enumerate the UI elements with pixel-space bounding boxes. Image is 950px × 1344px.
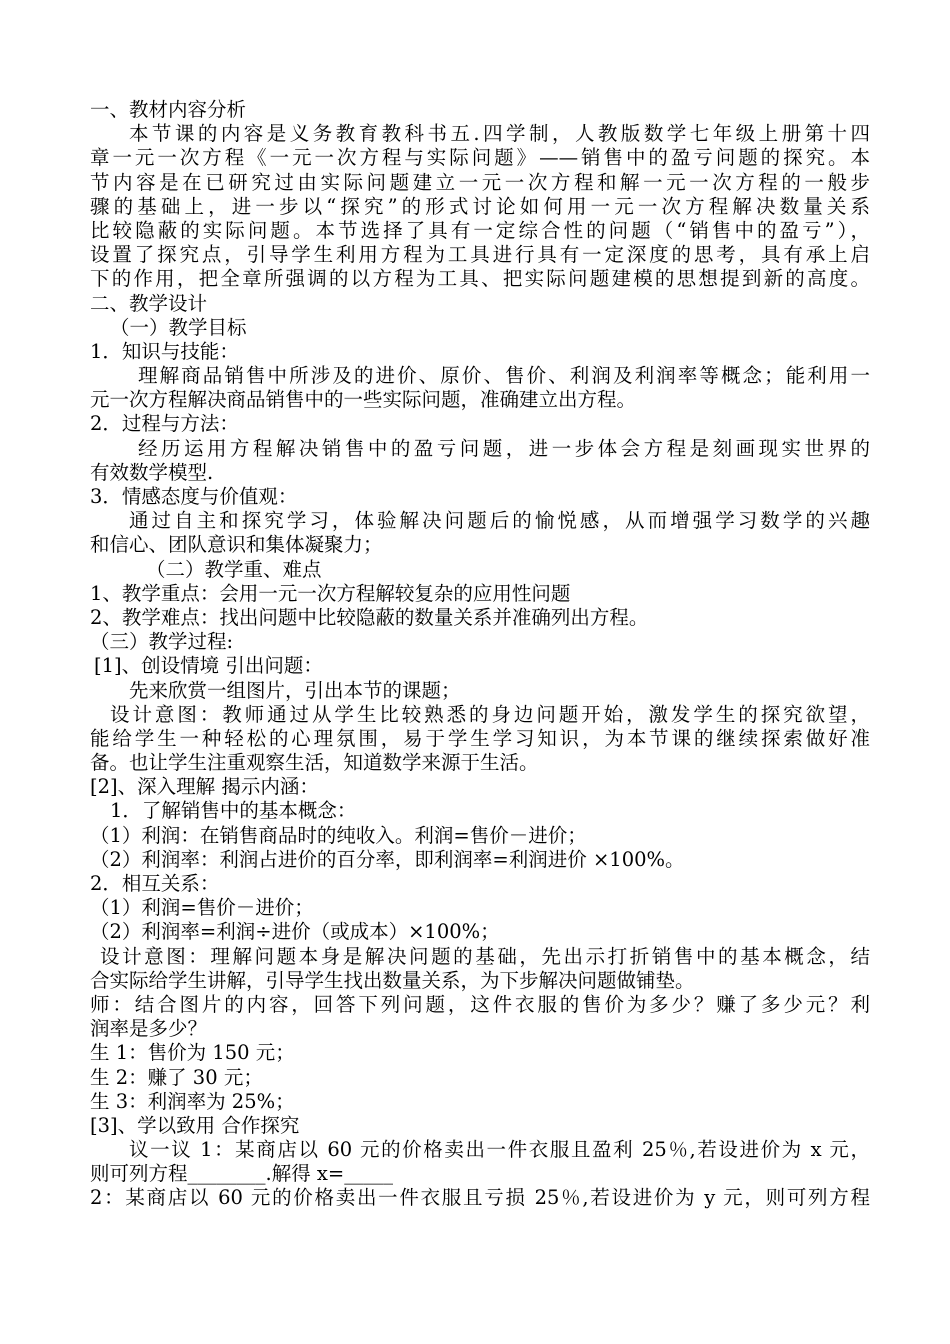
item-heading: 3．情感态度与价值观： — [90, 485, 298, 508]
step-heading: [3]、学以致用 合作探究 — [90, 1113, 300, 1137]
paragraph-line: 有效数学模型. — [90, 460, 214, 484]
paragraph-line: 比较隐蔽的实际问题。本节选择了具有一定综合性的问题（“销售中的盈亏”）， — [90, 218, 870, 242]
section-heading: 一、教材内容分析 — [90, 98, 247, 121]
item-heading: 1．了解销售中的基本概念： — [110, 799, 357, 823]
paragraph-line: 章一元一次方程《一元一次方程与实际问题》——销售中的盈亏问题的探究。本 — [90, 146, 870, 170]
paragraph-line: 师：结合图片的内容，回答下列问题，这件衣服的售价为多少？赚了多少元？利 — [90, 992, 870, 1016]
paragraph-line: 2：某商店以 60 元的价格卖出一件衣服且亏损 25％,若设进价为 y 元，则可列方程 — [90, 1186, 870, 1210]
paragraph-line: 1、教学重点：会用一元一次方程解较复杂的应用性问题 — [90, 581, 571, 605]
paragraph-line: 元一次方程解决商品销售中的一些实际问题，准确建立出方程。 — [90, 388, 637, 412]
paragraph-line: 下的作用，把全章所强调的以方程为工具、把实际问题建模的思想提到新的高度。 — [90, 267, 870, 291]
paragraph-line: 经历运用方程解决销售中的盈亏问题，进一步体会方程是刻画现实世界的 — [138, 436, 870, 460]
paragraph-line: （1）利润=售价－进价； — [90, 896, 314, 920]
item-heading: 2．过程与方法： — [90, 412, 239, 436]
paragraph-line: 生 2：赚了 30 元； — [90, 1065, 263, 1089]
subsection-heading: （三）教学过程: — [90, 630, 234, 654]
paragraph-line: 通过自主和探究学习，体验解决问题后的愉悦感，从而增强学习数学的兴趣 — [129, 509, 870, 533]
paragraph-line: 理解商品销售中所涉及的进价、原价、售价、利润及利润率等概念；能利用一 — [138, 364, 870, 388]
paragraph-line: 设计意图：教师通过从学生比较熟悉的身边问题开始，激发学生的探究欲望， — [110, 702, 870, 726]
paragraph-line: （2）利润率：利润占进价的百分率，即利润率=利润进价 ×100%。 — [90, 847, 685, 871]
paragraph-line: 和信心、团队意识和集体凝聚力； — [90, 533, 383, 557]
paragraph-line: 备。也让学生注重观察生活，知道数学来源于生活。 — [90, 751, 539, 775]
paragraph-line: （2）利润率=利润÷进价（或成本）×100%； — [90, 920, 500, 944]
paragraph-line: 设计意图：理解问题本身是解决问题的基础，先出示打折销售中的基本概念，结 — [100, 944, 870, 968]
document-page — [90, 98, 870, 1211]
item-heading: 2．相互关系： — [90, 872, 220, 895]
paragraph-line: 议一议 1：某商店以 60 元的价格卖出一件衣服且盈利 25％,若设进价为 x 元， — [129, 1138, 870, 1162]
paragraph-line: 则可列方程________.解得 x=_____ — [90, 1162, 393, 1186]
paragraph-line: 能给学生一种轻松的心理氛围，易于学生学习知识，为本节课的继续探索做好准 — [90, 726, 870, 750]
paragraph-line: 节内容是在已研究过由实际问题建立一元一次方程和解一元一次方程的一般步 — [90, 170, 870, 194]
paragraph-line: 生 3：利润率为 25%； — [90, 1089, 295, 1113]
paragraph-line: 合实际给学生讲解，引导学生找出数量关系，为下步解决问题做铺垫。 — [90, 968, 695, 992]
paragraph-line: 2、教学难点：找出问题中比较隐蔽的数量关系并准确列出方程。 — [90, 605, 649, 629]
paragraph-line: 生 1：售价为 150 元； — [90, 1041, 295, 1065]
subsection-heading: （二）教学重、难点 — [146, 557, 322, 581]
step-heading: [2]、深入理解 揭示内涵： — [90, 775, 319, 799]
paragraph-line: 本节课的内容是义务教育教科书五.四学制，人教版数学七年级上册第十四 — [129, 122, 870, 146]
step-heading: [1]、创设情境 引出问题： — [94, 654, 323, 678]
item-heading: 1．知识与技能： — [90, 339, 239, 363]
paragraph-line: 润率是多少？ — [90, 1017, 208, 1041]
subsection-heading: （一）教学目标 — [110, 315, 247, 339]
section-heading: 二、教学设计 — [90, 291, 208, 315]
paragraph-line: 先来欣赏一组图片，引出本节的课题； — [129, 678, 461, 702]
paragraph-line: 骤的基础上，进一步以“探究”的形式讨论如何用一元一次方程解决数量关系 — [90, 194, 870, 218]
paragraph-line: （1）利润：在销售商品时的纯收入。利润=售价－进价； — [90, 823, 587, 847]
paragraph-line: 设置了探究点，引导学生利用方程为工具进行具有一定深度的思考，具有承上启 — [90, 243, 870, 267]
